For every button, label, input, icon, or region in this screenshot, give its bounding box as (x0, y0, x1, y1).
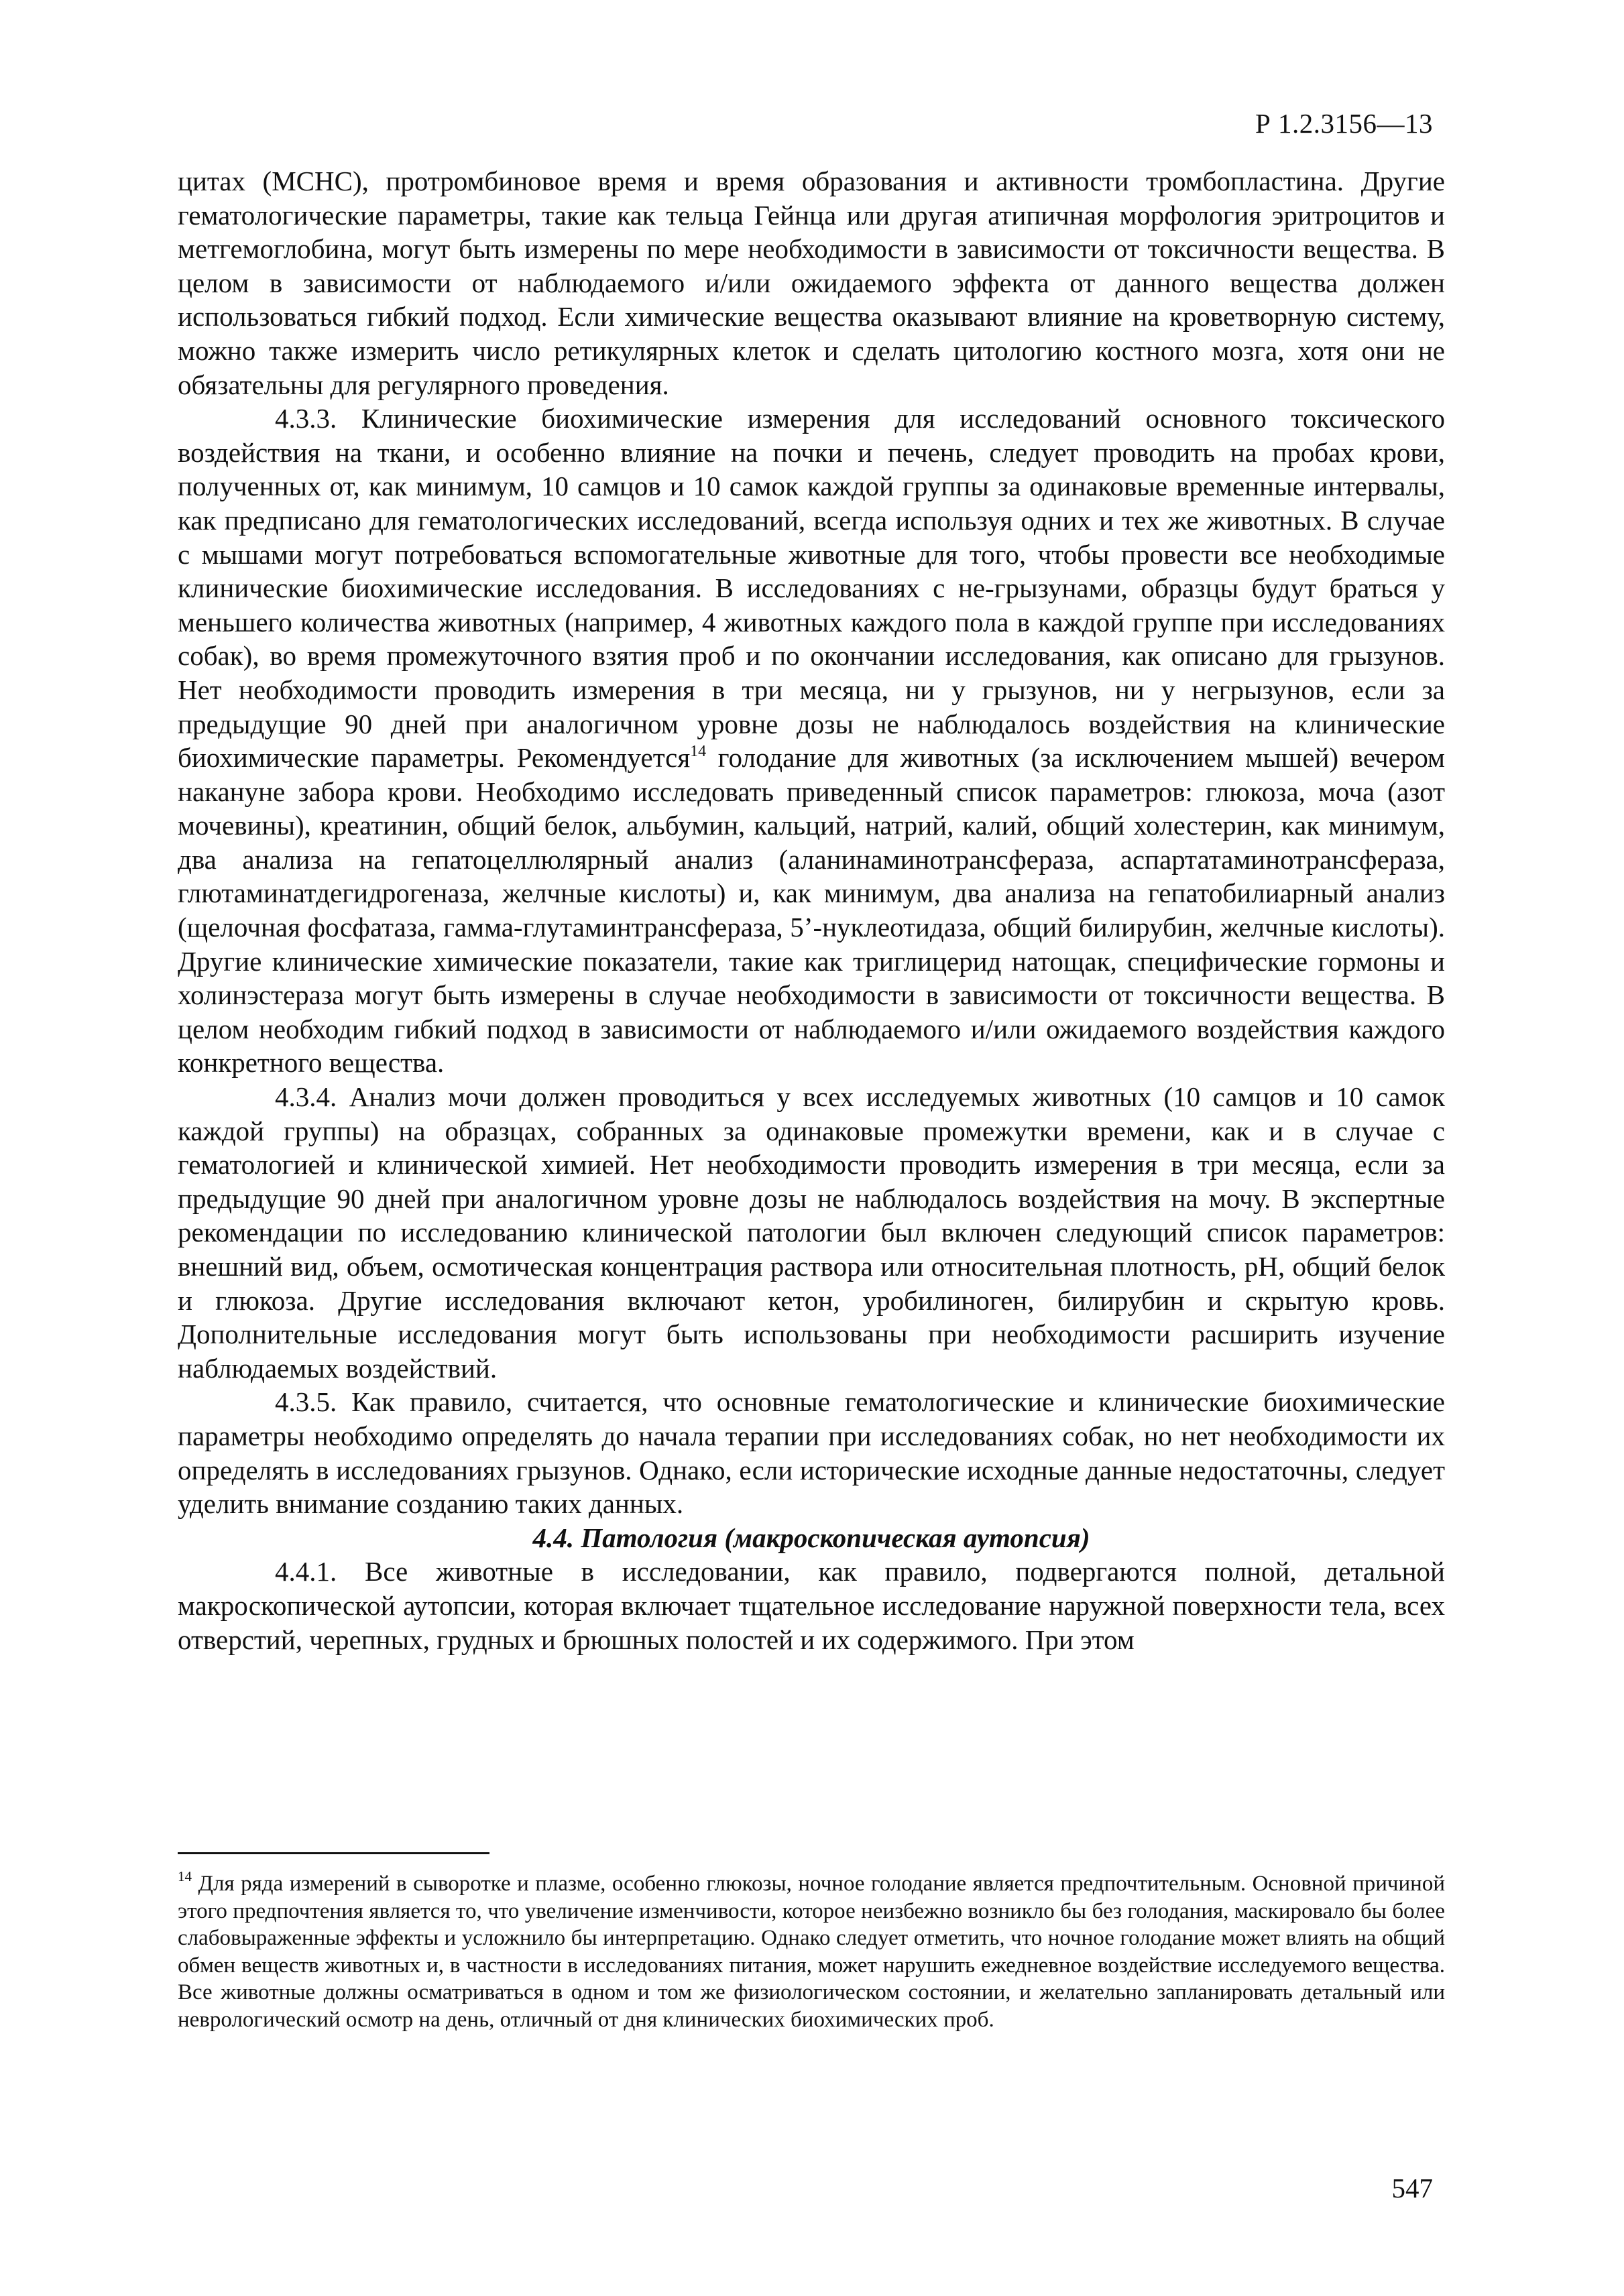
paragraph-continued: цитах (МСНС), протромбиновое время и время образования и активности тромбопластина. Другие гематологические параметры, такие как тельца Гейнца или другая атипичная морфология эритроцитов и метгемоглобина, могут быть измерены по мере необходимости в зависимости от токсичности вещества. В целом в зависимости от наблюдаемого и/или ожидаемого эффекта от данного вещества должен использоваться гибкий подход. Если химические вещества оказывают влияние на кроветворную систему, можно также измерить число ретикулярных клеток и сделать цитологию костного мозга, хотя они не обязательны для регулярного проведения. (178, 166, 1445, 400)
paragraph-4-3-3 (178, 402, 1445, 1080)
footnote (178, 1870, 1445, 2033)
page-number: 547 (1391, 2173, 1433, 2203)
paragraph-4-3-3-part1: 4.3.3. Клинические биохимические измерения для исследований основного токсического воздействия на ткани, и особенно влияние на почки и печень, следует проводить на пробах крови, полученных от, как минимум, 10 самцов и 10 самок каждой группы за одинаковые временные интервалы, как предписано для гематологических исследований, всегда используя одних и тех же животных. В случае с мышами могут потребоваться вспомогательные животные для того, чтобы провести все необходимые клинические биохимические исследования. В исследованиях с не-грызунами, образцы будут браться у меньшего количества животных (например, 4 животных каждого пола в каждой группе при исследованиях собак), во время промежуточного взятия проб и по окончании исследования, как описано для грызунов. Нет необходимости проводить измерения в три месяца, ни у грызунов, ни у негрызунов, если за предыдущие 90 дней при аналогичном уровне дозы не наблюдалось воздействия на клинические биохимические параметры. Рекомендуется (178, 403, 1445, 774)
footnote-text: Для ряда измерений в сыворотке и плазме, особенно глюкозы, ночное голодание является предпочтительным. Основной причиной этого предпочтения является то, что увеличение изменчивости, которое неизбежно возникло бы без голодания, маскировало бы более слабовыраженные эффекты и усложнило бы интерпретацию. Однако следует отметить, что ночное голодание может влиять на общий обмен веществ животных и, в частности в исследованиях питания, может нарушить ежедневное воздействие исследуемого вещества. Все животные должны осматриваться в одном и том же физиологическом состоянии, и желательно запланировать детальный или неврологический осмотр на день, отличный от дня клинических биохимических проб. (178, 1872, 1445, 2032)
paragraph-4-4-1: 4.4.1. Все животные в исследовании, как правило, подвергаются полной, детальной макроскопической аутопсии, которая включает тщательное исследование наружной поверхности тела, всех отверстий, черепных, грудных и брюшных полостей и их содержимого. При этом (178, 1556, 1445, 1655)
paragraph-4-3-5: 4.3.5. Как правило, считается, что основные гематологические и клинические биохимические параметры необходимо определять до начала терапии при исследованиях собак, но нет необходимости их определять в исследованиях грызунов. Однако, если исторические исходные данные недостаточны, следует уделить внимание созданию таких данных. (178, 1386, 1445, 1520)
paragraph-4-3-3-part2: голодание для животных (за исключением мышей) вечером накануне забора крови. Необходимо исследовать приведенный список параметров: глюкоза, моча (азот мочевины), креатинин, общий белок, альбумин, кальций, натрий, калий, общий холестерин, как минимум, два анализа на гепатоцеллюлярный анализ (аланинаминотрансфераза, аспартатаминотрансфераза, глютаминатдегидрогеназа, желчные кислоты) и, как минимум, два анализа на гепатобилиарный анализ (щелочная фосфатаза, гамма-глутаминтрансфераза, 5’-нуклеотидаза, общий билирубин, желчные кислоты). Другие клинические химические показатели, такие как триглицерид натощак, специфические гормоны и холинэстераза могут быть измерены в случае необходимости в зависимости от токсичности вещества. В целом необходим гибкий подход в зависимости от наблюдаемого и/или ожидаемого воздействия каждого конкретного вещества. (178, 742, 1445, 1079)
footnote-marker: 14 (178, 1868, 192, 1884)
document-code: Р 1.2.3156—13 (1255, 108, 1433, 139)
footnote-divider (178, 1852, 489, 1854)
footnote-reference: 14 (690, 743, 707, 761)
section-heading-4-4: 4.4. Патология (макроскопическая аутопсия) (532, 1522, 1090, 1553)
paragraph-4-3-4: 4.3.4. Анализ мочи должен проводиться у всех исследуемых животных (10 самцов и 10 самок каждой группы) на образцах, собранных за одинаковые промежутки времени, как и в случае с гематологией и клинической химией. Нет необходимости проводить измерения в три месяца, если за предыдущие 90 дней при аналогичном уровне дозы не наблюдалось воздействия на мочу. В экспертные рекомендации по исследованию клинической патологии был включен следующий список параметров: внешний вид, объем, осмотическая концентрация раствора или относительная плотность, pH, общий белок и глюкоза. Другие исследования включают кетон, уробилиноген, билирубин и скрытую кровь. Дополнительные исследования могут быть использованы при необходимости расширить изучение наблюдаемых воздействий. (178, 1081, 1445, 1384)
body-text (178, 164, 1445, 1656)
